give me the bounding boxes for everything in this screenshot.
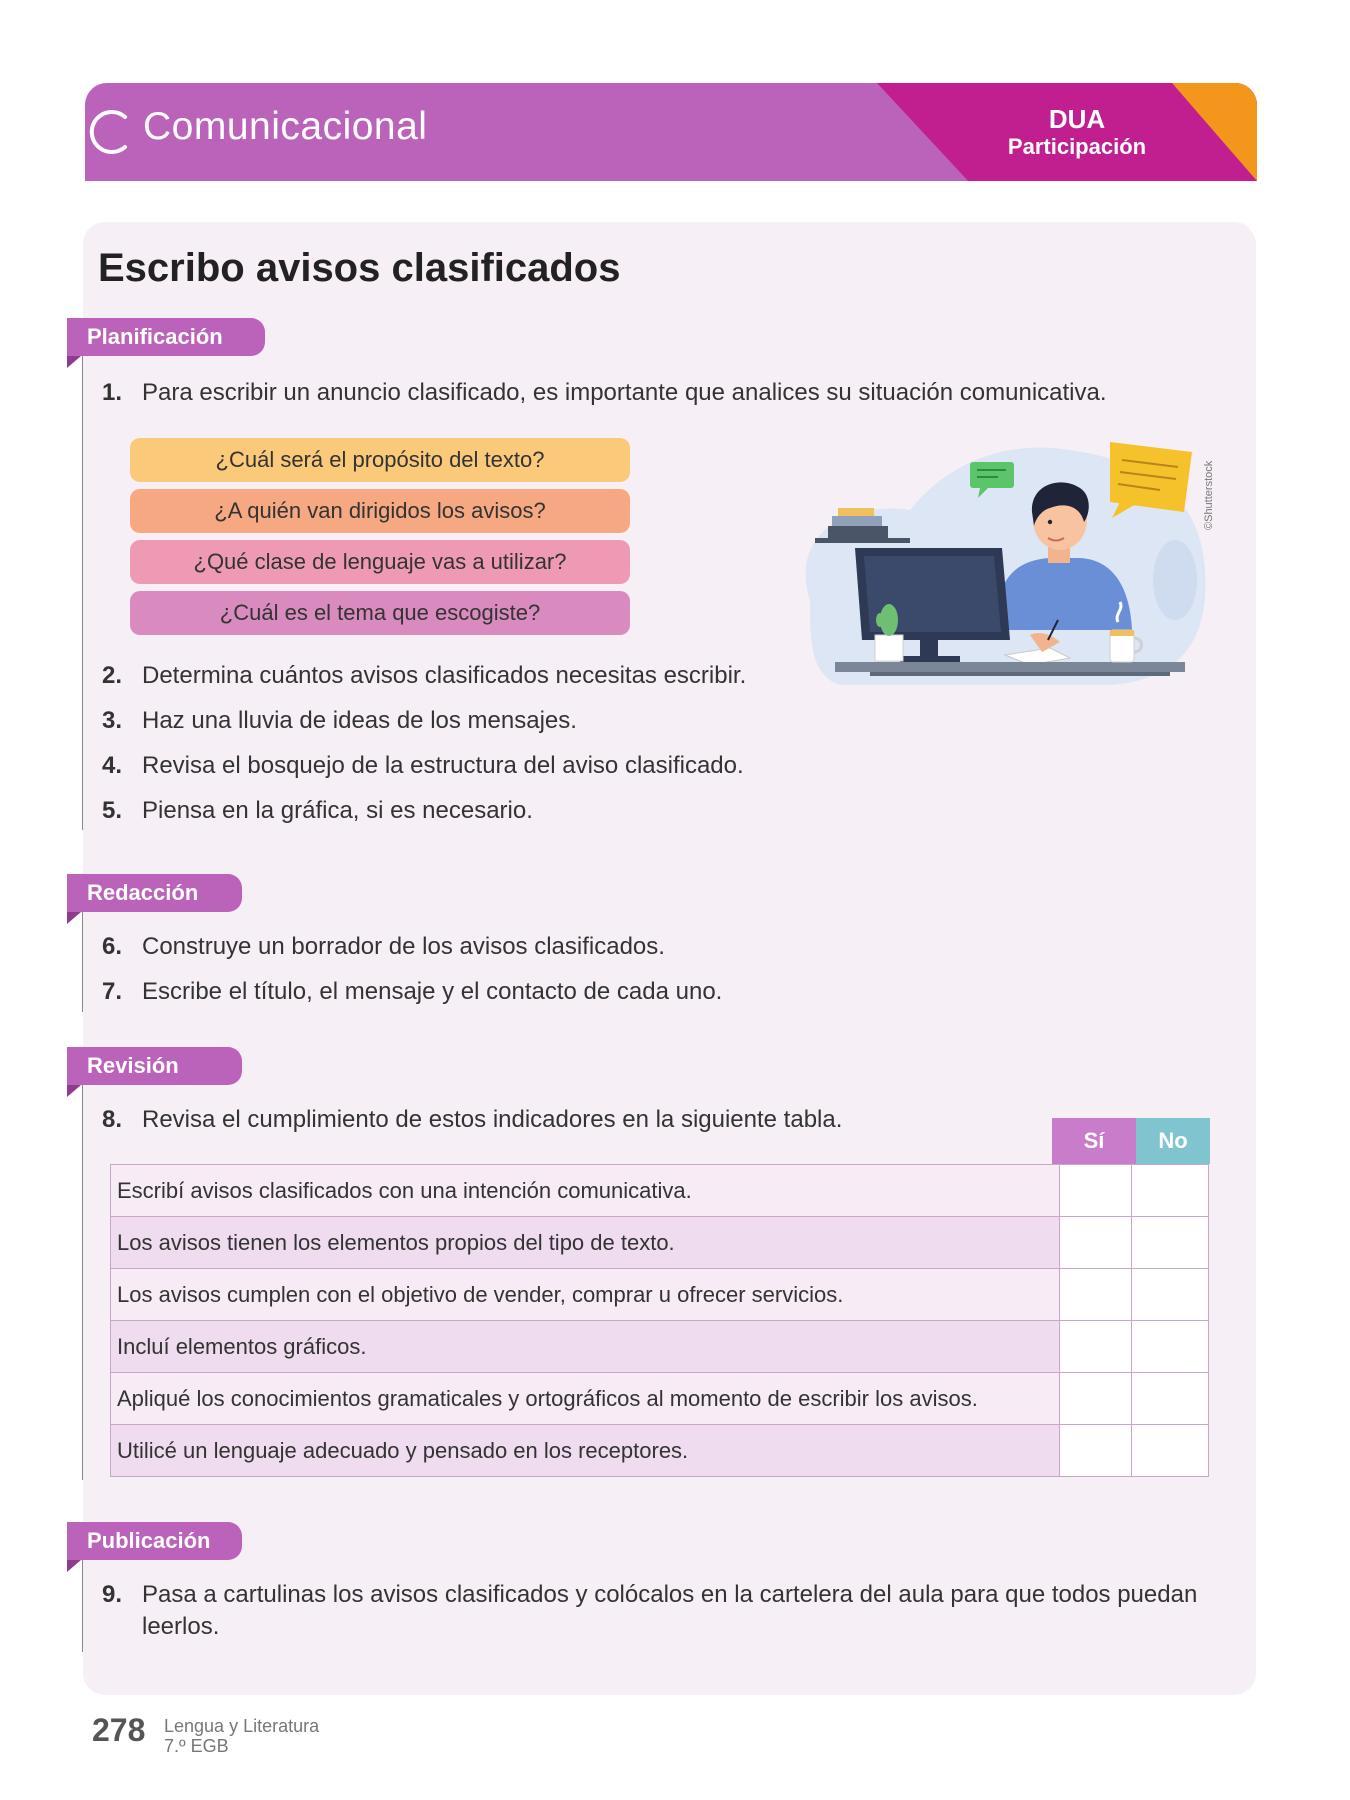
question-pill-2: ¿A quién van dirigidos los avisos? bbox=[130, 489, 630, 533]
item-number: 5. bbox=[102, 797, 123, 824]
header-title: Comunicacional bbox=[143, 105, 428, 148]
section-line bbox=[82, 1085, 83, 1480]
item-number: 9. bbox=[102, 1581, 123, 1608]
table-row bbox=[111, 1373, 1209, 1425]
list-item-5 bbox=[102, 795, 533, 827]
item-number: 1. bbox=[102, 379, 123, 406]
no-checkbox-cell[interactable] bbox=[1132, 1425, 1209, 1477]
section-tag-publicacion: Publicación bbox=[67, 1522, 242, 1560]
item-text: Determina cuántos avisos clasificados necesitas escribir. bbox=[142, 662, 747, 689]
item-number: 3. bbox=[102, 707, 123, 734]
list-item-6 bbox=[102, 931, 665, 963]
footer-info bbox=[164, 1716, 319, 1756]
comunicacional-logo-icon bbox=[87, 103, 137, 161]
dua-sublabel: Participación bbox=[1007, 134, 1147, 159]
footer-subject: Lengua y Literatura bbox=[164, 1716, 320, 1736]
dua-badge bbox=[997, 105, 1157, 161]
section-tag-redaccion: Redacción bbox=[67, 874, 242, 912]
table-row bbox=[111, 1321, 1209, 1373]
no-checkbox-cell[interactable] bbox=[1132, 1217, 1209, 1269]
question-pill-3: ¿Qué clase de lenguaje vas a utilizar? bbox=[130, 540, 630, 584]
no-checkbox-cell[interactable] bbox=[1132, 1321, 1209, 1373]
indicator-text: Los avisos tienen los elementos propios del tipo de texto. bbox=[111, 1217, 1060, 1269]
item-text: Escribe el título, el mensaje y el contacto de cada uno. bbox=[142, 978, 723, 1005]
indicator-text: Escribí avisos clasificados con una intención comunicativa. bbox=[111, 1165, 1060, 1217]
section-line bbox=[82, 1560, 83, 1652]
table-row bbox=[111, 1217, 1209, 1269]
image-credit: ©Shutterstock bbox=[1203, 460, 1215, 530]
indicator-text: Utilicé un lenguaje adecuado y pensado en los receptores. bbox=[111, 1425, 1060, 1477]
section-tag-planificacion: Planificación bbox=[67, 318, 265, 356]
item-number: 6. bbox=[102, 933, 123, 960]
list-item-2 bbox=[102, 660, 746, 692]
list-item-9 bbox=[102, 1579, 1212, 1643]
indicator-text: Apliqué los conocimientos gramaticales y ortográficos al momento de escribir los avisos. bbox=[111, 1373, 1060, 1425]
section-header bbox=[85, 83, 1257, 181]
student-at-computer-illustration bbox=[780, 430, 1220, 710]
no-column-header: No bbox=[1136, 1118, 1210, 1164]
yes-checkbox-cell[interactable] bbox=[1060, 1269, 1132, 1321]
yes-checkbox-cell[interactable] bbox=[1060, 1425, 1132, 1477]
page-number: 278 bbox=[92, 1712, 146, 1748]
footer-grade: 7.º EGB bbox=[164, 1736, 229, 1756]
question-pill-4: ¿Cuál es el tema que escogiste? bbox=[130, 591, 630, 635]
indicator-text: Incluí elementos gráficos. bbox=[111, 1321, 1060, 1373]
no-checkbox-cell[interactable] bbox=[1132, 1269, 1209, 1321]
item-text: Construye un borrador de los avisos clasificados. bbox=[142, 933, 665, 960]
question-pill-1: ¿Cuál será el propósito del texto? bbox=[130, 438, 630, 482]
checklist-table bbox=[110, 1164, 1209, 1477]
list-item-3 bbox=[102, 705, 577, 737]
table-row bbox=[111, 1269, 1209, 1321]
item-number: 2. bbox=[102, 662, 123, 689]
list-item-7 bbox=[102, 976, 722, 1008]
item-text: Para escribir un anuncio clasificado, es importante que analices su situación comunicativa. bbox=[142, 379, 1107, 406]
yes-checkbox-cell[interactable] bbox=[1060, 1217, 1132, 1269]
section-line bbox=[82, 912, 83, 1012]
yes-column-header: Sí bbox=[1052, 1118, 1136, 1164]
list-item-1 bbox=[102, 377, 1107, 409]
table-row bbox=[111, 1165, 1209, 1217]
no-checkbox-cell[interactable] bbox=[1132, 1165, 1209, 1217]
item-text: Haz una lluvia de ideas de los mensajes. bbox=[142, 707, 577, 734]
item-text: Piensa en la gráfica, si es necesario. bbox=[142, 797, 533, 824]
dua-label: DUA bbox=[1048, 104, 1106, 134]
indicator-text: Los avisos cumplen con el objetivo de vender, comprar u ofrecer servicios. bbox=[111, 1269, 1060, 1321]
yes-checkbox-cell[interactable] bbox=[1060, 1321, 1132, 1373]
section-line bbox=[82, 356, 83, 830]
item-number: 4. bbox=[102, 752, 123, 779]
no-checkbox-cell[interactable] bbox=[1132, 1373, 1209, 1425]
item-number: 7. bbox=[102, 978, 123, 1005]
item-text: Revisa el cumplimiento de estos indicadores en la siguiente tabla. bbox=[142, 1106, 843, 1133]
list-item-8 bbox=[102, 1104, 842, 1136]
yes-checkbox-cell[interactable] bbox=[1060, 1373, 1132, 1425]
page-title: Escribo avisos clasificados bbox=[98, 246, 621, 290]
item-text: Revisa el bosquejo de la estructura del aviso clasificado. bbox=[142, 752, 744, 779]
section-tag-revision: Revisión bbox=[67, 1047, 242, 1085]
yes-checkbox-cell[interactable] bbox=[1060, 1165, 1132, 1217]
list-item-4 bbox=[102, 750, 744, 782]
item-number: 8. bbox=[102, 1106, 123, 1133]
item-text: Pasa a cartulinas los avisos clasificados y colócalos en la cartelera del aula para que todos puedan leerlos. bbox=[142, 1581, 1198, 1640]
table-row bbox=[111, 1425, 1209, 1477]
